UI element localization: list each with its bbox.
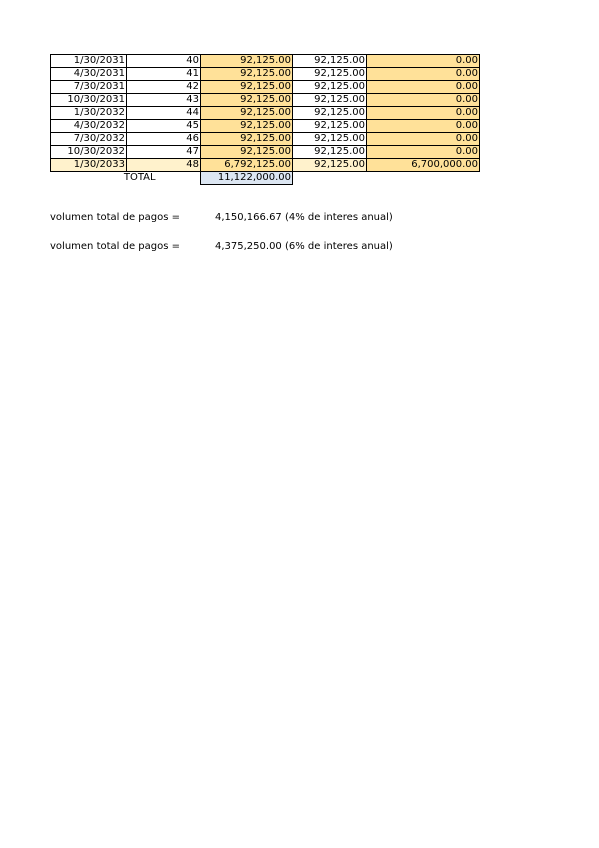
interest-cell[interactable]: 92,125.00: [293, 120, 367, 133]
number-cell[interactable]: 45: [127, 120, 201, 133]
table-row: [51, 107, 480, 120]
total-value-cell[interactable]: 11,122,000.00: [201, 172, 293, 185]
empty-cell: [367, 172, 480, 185]
date-cell[interactable]: 1/30/2031: [51, 55, 127, 68]
interest-cell[interactable]: 92,125.00: [293, 133, 367, 146]
table-row: [51, 120, 480, 133]
interest-cell[interactable]: 92,125.00: [293, 81, 367, 94]
interest-cell[interactable]: 92,125.00: [293, 107, 367, 120]
payment-cell[interactable]: 92,125.00: [201, 107, 293, 120]
payment-cell[interactable]: 92,125.00: [201, 146, 293, 159]
number-cell[interactable]: 44: [127, 107, 201, 120]
empty-cell: [293, 172, 367, 185]
payment-cell[interactable]: 92,125.00: [201, 94, 293, 107]
table-row: [51, 81, 480, 94]
summary-line: [50, 212, 393, 224]
date-cell[interactable]: 1/30/2033: [51, 159, 127, 172]
total-label: TOTAL: [123, 172, 156, 184]
table-row: [51, 55, 480, 68]
date-cell[interactable]: 10/30/2031: [51, 94, 127, 107]
payment-table: [50, 54, 480, 185]
total-row: [51, 172, 480, 185]
summary-label: volumen total de pagos =: [50, 241, 180, 252]
date-cell[interactable]: 7/30/2032: [51, 133, 127, 146]
payment-cell[interactable]: 92,125.00: [201, 133, 293, 146]
balance-cell[interactable]: 0.00: [367, 94, 480, 107]
number-cell[interactable]: 42: [127, 81, 201, 94]
balance-cell[interactable]: 0.00: [367, 133, 480, 146]
payment-cell[interactable]: 92,125.00: [201, 55, 293, 68]
balance-cell[interactable]: 6,700,000.00: [367, 159, 480, 172]
balance-cell[interactable]: 0.00: [367, 55, 480, 68]
interest-cell[interactable]: 92,125.00: [293, 159, 367, 172]
date-cell[interactable]: 1/30/2032: [51, 107, 127, 120]
table-row: [51, 146, 480, 159]
interest-cell[interactable]: 92,125.00: [293, 94, 367, 107]
payment-schedule: [50, 54, 480, 185]
interest-cell[interactable]: 92,125.00: [293, 55, 367, 68]
date-cell[interactable]: 10/30/2032: [51, 146, 127, 159]
number-cell[interactable]: 43: [127, 94, 201, 107]
summary-label: volumen total de pagos =: [50, 212, 180, 223]
number-cell[interactable]: 46: [127, 133, 201, 146]
date-cell[interactable]: 4/30/2031: [51, 68, 127, 81]
balance-cell[interactable]: 0.00: [367, 146, 480, 159]
table-row-final: [51, 159, 480, 172]
table-row: [51, 133, 480, 146]
payment-cell[interactable]: 92,125.00: [201, 120, 293, 133]
date-cell[interactable]: 4/30/2032: [51, 120, 127, 133]
payment-cell[interactable]: 6,792,125.00: [201, 159, 293, 172]
number-cell[interactable]: 48: [127, 159, 201, 172]
table-row: [51, 68, 480, 81]
date-cell[interactable]: 7/30/2031: [51, 81, 127, 94]
summary-value: 4,150,166.67 (4% de interes anual): [215, 212, 393, 223]
number-cell[interactable]: 41: [127, 68, 201, 81]
number-cell[interactable]: 47: [127, 146, 201, 159]
summary-value: 4,375,250.00 (6% de interes anual): [215, 241, 393, 252]
balance-cell[interactable]: 0.00: [367, 107, 480, 120]
number-cell[interactable]: 40: [127, 55, 201, 68]
interest-cell[interactable]: 92,125.00: [293, 146, 367, 159]
balance-cell[interactable]: 0.00: [367, 81, 480, 94]
table-row: [51, 94, 480, 107]
summary-line: [50, 241, 393, 253]
payment-cell[interactable]: 92,125.00: [201, 81, 293, 94]
balance-cell[interactable]: 0.00: [367, 120, 480, 133]
balance-cell[interactable]: 0.00: [367, 68, 480, 81]
interest-cell[interactable]: 92,125.00: [293, 68, 367, 81]
payment-cell[interactable]: 92,125.00: [201, 68, 293, 81]
